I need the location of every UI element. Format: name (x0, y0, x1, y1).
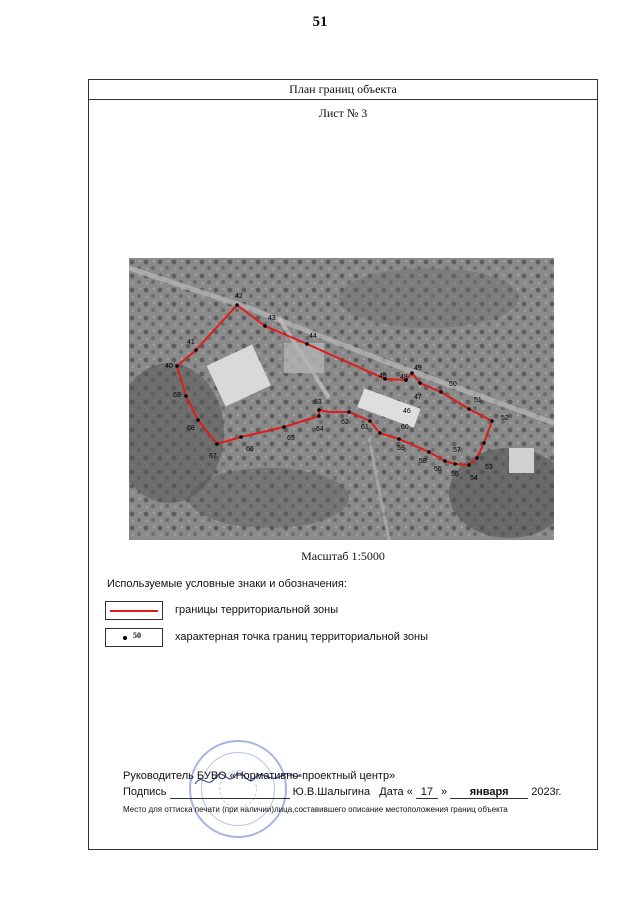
boundary-point (317, 408, 321, 412)
point-label: 46 (403, 408, 411, 415)
map-svg (129, 258, 554, 540)
point-label: 40 (165, 363, 173, 370)
point-label: 58 (419, 458, 427, 465)
date-mid: » (440, 786, 448, 798)
point-label: 52 (501, 415, 509, 422)
point-label: 62 (341, 419, 349, 426)
legend-point-sample: 50 (133, 631, 141, 640)
frame-header: План границ объекта (89, 80, 597, 100)
point-label: 69 (173, 392, 181, 399)
boundary-point (453, 462, 457, 466)
sheet-number: Лист № 3 (318, 106, 368, 120)
boundary-point (317, 414, 321, 418)
boundary-point (378, 431, 382, 435)
point-label: 68 (187, 425, 195, 432)
signer-position: Руководитель БУВО «Нормативно-проектный центр» (123, 770, 396, 782)
legend-line-label: границы территориальной зоны (175, 604, 339, 616)
point-label: 43 (268, 315, 276, 322)
boundary-point (347, 410, 351, 414)
point-label: 50 (449, 381, 457, 388)
point-label: 67 (209, 453, 217, 460)
signature-blank (170, 786, 290, 799)
point-label: 57 (453, 447, 461, 454)
signer-name: Ю.В.Шалыгина (292, 786, 371, 798)
boundary-point (175, 364, 179, 368)
point-label: 42 (235, 293, 243, 300)
legend-red-line (110, 610, 158, 612)
boundary-point (439, 390, 443, 394)
point-label: 59 (397, 445, 405, 452)
point-label: 60 (401, 424, 409, 431)
signature-label: Подпись (123, 786, 167, 798)
date-year: 2023г. (531, 786, 562, 798)
point-label: 66 (246, 446, 254, 453)
boundary-point (368, 419, 372, 423)
document-frame (88, 79, 598, 850)
date-month: января (450, 786, 528, 799)
boundary-point (235, 303, 239, 307)
date-day: 17 (416, 786, 438, 799)
point-label: 45 (379, 373, 387, 380)
date-label: Дата « (379, 786, 413, 798)
boundary-point (427, 450, 431, 454)
point-label: 51 (474, 397, 482, 404)
seal-place-note: Место для оттиска печати (при наличии)лица,составившего описание местоположения границ объекта (123, 805, 508, 814)
legend-title: Используемые условные знаки и обозначения: (107, 578, 347, 590)
point-label: 55 (451, 471, 459, 478)
boundary-point (194, 348, 198, 352)
signature-line (123, 786, 561, 799)
point-label: 65 (287, 435, 295, 442)
boundary-point (282, 425, 286, 429)
point-label: 41 (187, 339, 195, 346)
page-number: 51 (312, 14, 328, 30)
boundary-point (490, 419, 494, 423)
aerial-map (129, 258, 554, 540)
boundary-point (418, 381, 422, 385)
boundary-point (263, 324, 267, 328)
boundary-point (184, 394, 188, 398)
map-scale: Масштаб 1:5000 (301, 549, 385, 563)
legend-point-symbol (105, 628, 163, 647)
point-label: 53 (485, 464, 493, 471)
point-label: 64 (316, 426, 324, 433)
legend-line-symbol (105, 601, 163, 620)
legend-dot (123, 636, 127, 640)
point-label: 63 (314, 399, 322, 406)
point-label: 44 (309, 333, 317, 340)
point-label: 54 (470, 475, 478, 482)
boundary-point (215, 442, 219, 446)
point-label: 56 (434, 466, 442, 473)
point-label: 49 (414, 365, 422, 372)
boundary-point (397, 437, 401, 441)
point-label: 61 (361, 424, 369, 431)
boundary-point (467, 407, 471, 411)
boundary-point (467, 463, 471, 467)
boundary-point (305, 342, 309, 346)
boundary-point (239, 435, 243, 439)
boundary-point (475, 456, 479, 460)
boundary-point (482, 441, 486, 445)
legend-point-label: характерная точка границ территориальной зоны (175, 631, 428, 643)
boundary-point (196, 418, 200, 422)
point-label: 47 (414, 394, 422, 401)
boundary-point (443, 459, 447, 463)
point-label: 48 (400, 374, 408, 381)
